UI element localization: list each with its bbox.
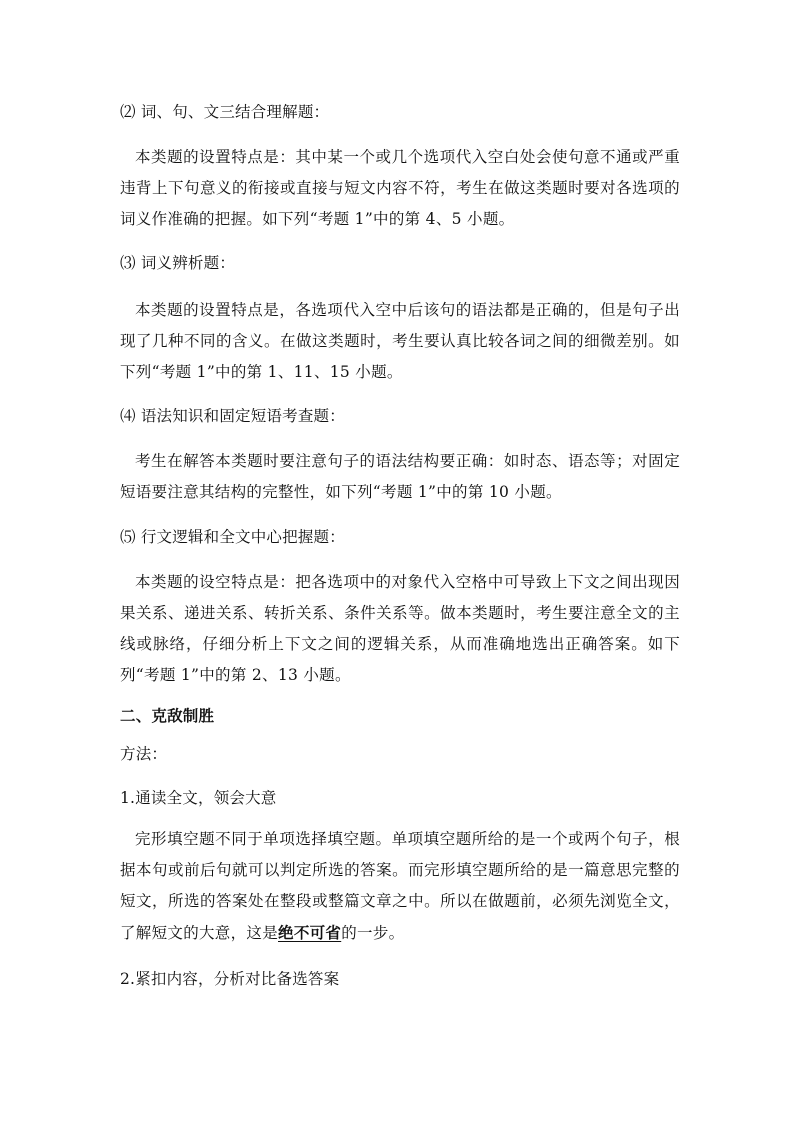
- paragraph-word-meaning: 本类题的设置特点是，各选项代入空中后该句的语法都是正确的，但是句子出现了几种不同的含义。在做这类题时，考生要认真比较各词之间的细微差别。如下列“考题 1”中的第 1、11、15 小题。: [120, 301, 680, 381]
- step-two-title: 2.紧扣内容，分析对比备选答案: [120, 970, 340, 988]
- emphasis-text: 绝不可省: [278, 923, 342, 942]
- heading-logic-theme: ⑸ 行文逻辑和全文中心把握题：: [120, 528, 345, 546]
- step-one-paragraph: [120, 824, 680, 949]
- part-two-title: 二、克敌制胜: [120, 706, 215, 725]
- step-one-paragraph-text: 完形填空题不同于单项选择填空题。单项填空题所给的是一个或两个句子，根据本句或前后句就可以判定所选的答案。而完形填空题所给的是一篇意思完整的短文，所选的答案处在整段或整篇文章之中。所以在做题前，必须先浏览全文，了解短文的大意，这是: [120, 830, 680, 942]
- paragraph-grammar-phrases: 考生在解答本类题时要注意句子的语法结构要正确：如时态、语态等；对固定短语要注意其结构的完整性，如下列“考题 1”中的第 10 小题。: [120, 452, 680, 501]
- step-one-title: 1.通读全文，领会大意: [120, 789, 277, 807]
- method-label: 方法：: [120, 745, 168, 763]
- heading-word-sentence-text: ⑵ 词、句、文三结合理解题：: [120, 103, 330, 121]
- paragraph-logic-theme: 本类题的设空特点是：把各选项中的对象代入空格中可导致上下文之间出现因果关系、递进关系、转折关系、条件关系等。做本类题时，考生要注意全文的主线或脉络，仔细分析上下文之间的逻辑关系，从而准确地选出正确答案。如下列“考题 1”中的第 2、13 小题。: [120, 573, 680, 684]
- paragraph-word-sentence-text: 本类题的设置特点是：其中某一个或几个选项代入空白处会使句意不通或严重违背上下句意义的衔接或直接与短文内容不符，考生在做这类题时要对各选项的词义作准确的把握。如下列“考题 1”中的第 4、5 小题。: [120, 148, 680, 228]
- heading-word-meaning: ⑶ 词义辨析题：: [120, 254, 236, 272]
- step-one-paragraph-end: 的一步。: [341, 924, 405, 942]
- heading-grammar-phrases: ⑷ 语法知识和固定短语考查题：: [120, 407, 345, 425]
